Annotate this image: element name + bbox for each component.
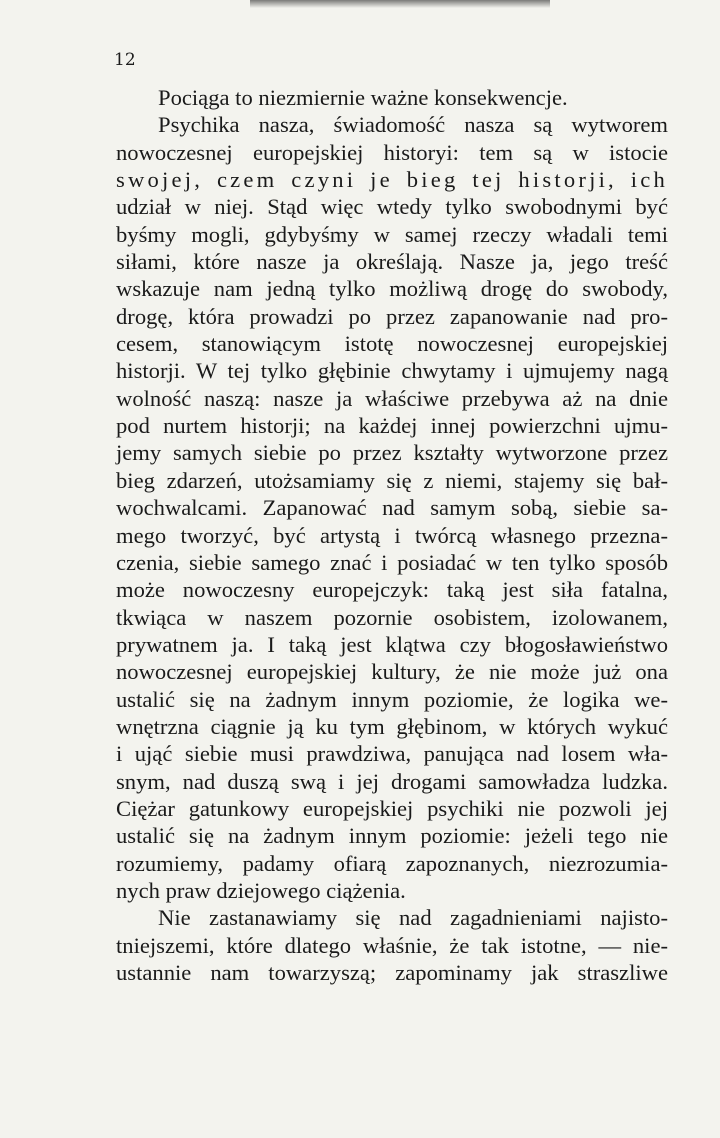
text-line: wskazuje nam jedną tylko możliwą drogę do swobody, <box>116 276 668 302</box>
text-line: udział w niej. Stąd więc wtedy tylko swobodnymi być <box>116 194 668 220</box>
text-line: nych praw dziejowego ciążenia. <box>116 877 406 903</box>
text-line: mego tworzyć, być artystą i twórcą własnego przezna- <box>116 522 668 548</box>
text-line: nowoczesnej europejskiej historyi: tem są w istocie <box>116 139 668 165</box>
text-line: wochwalcami. Zapanować nad samym sobą, siebie sa- <box>116 495 668 521</box>
text-line: ustannie nam towarzyszą; zapominamy jak straszliwe <box>116 960 668 985</box>
text-line: może nowoczesny europejczyk: taką jest siła fatalna, <box>116 577 668 603</box>
text-line: jemy samych siebie po przez kształty wytworzone przez <box>116 440 668 466</box>
text-line: siłami, które nasze ja określają. Nasze ja, jego treść <box>116 249 668 275</box>
text-line: ustalić się na żadnym innym poziomie: jeżeli tego nie <box>116 823 668 849</box>
text-line: Pociąga to niezmiernie ważne konsekwencje. <box>158 85 568 110</box>
text-line: swojej, czem czyni je bieg tej historji, ich <box>116 167 668 193</box>
scan-edge-shadow <box>250 0 550 8</box>
text-line: tkwiąca w naszem pozornie osobistem, izolowanem, <box>116 604 668 630</box>
text-line: wolność naszą: nasze ja właściwe przebywa aż na dnie <box>116 385 668 411</box>
text-line: Nie zastanawiamy się nad zagadnieniami najisto- <box>158 905 668 931</box>
text-line: ustalić się na żadnym innym poziomie, że logika we- <box>116 686 668 712</box>
body-text <box>116 84 668 986</box>
text-line: nowoczesnej europejskiej kultury, że nie może już ona <box>116 659 668 685</box>
text-line: byśmy mogli, gdybyśmy w samej rzeczy władali temi <box>116 221 668 247</box>
text-line: i ująć siebie musi prawdziwa, panująca nad losem wła- <box>116 741 668 767</box>
text-line: wnętrzna ciągnie ją ku tym głębinom, w których wykuć <box>116 713 668 739</box>
text-line: tniejszemi, które dlatego właśnie, że tak istotne, — nie- <box>116 932 668 958</box>
text-line: cesem, stanowiącym istotę nowoczesnej europejskiej <box>116 331 668 357</box>
text-line: snym, nad duszą swą i jej drogami samowładza ludzka. <box>116 768 668 794</box>
text-line: Psychika nasza, świadomość nasza są wytworem <box>158 112 668 138</box>
text-line: czenia, siebie samego znać i posiadać w ten tylko sposób <box>116 549 668 575</box>
page-number: 12 <box>114 50 136 70</box>
text-line: bieg zdarzeń, utożsamiamy się z niemi, stajemy się bał- <box>116 467 668 493</box>
text-line: historji. W tej tylko głębinie chwytamy i ujmujemy nagą <box>116 358 668 384</box>
text-line: pod nurtem historji; na każdej innej powierzchni ujmu- <box>116 413 668 439</box>
text-line: rozumiemy, padamy ofiarą zapoznanych, niezrozumia- <box>116 850 668 876</box>
text-line: Ciężar gatunkowy europejskiej psychiki nie pozwoli jej <box>116 795 668 821</box>
text-line: prywatnem ja. I taką jest klątwa czy błogosławieństwo <box>116 631 668 657</box>
text-line: drogę, która prowadzi po przez zapanowanie nad pro- <box>116 303 668 329</box>
